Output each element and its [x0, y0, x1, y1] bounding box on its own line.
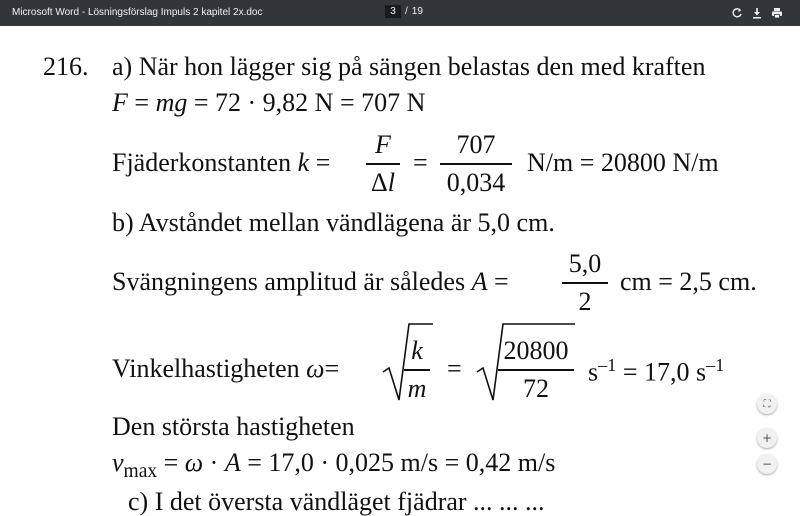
fraction-bar — [366, 163, 400, 165]
exponent: –1 — [706, 355, 725, 375]
angular-eq: = — [324, 354, 340, 383]
page-current-input[interactable]: 3 — [385, 5, 401, 18]
fraction-denominator: 72 — [523, 373, 549, 403]
mg-symbol: mg — [155, 88, 188, 117]
fraction-707-over-0034 — [440, 130, 512, 198]
spring-result: N/m = 20800 N/m — [527, 148, 719, 177]
fraction-bar — [404, 369, 430, 371]
force-equation — [112, 90, 425, 116]
fraction-k-over-m — [404, 336, 430, 404]
part-b-text: b) Avståndet mellan vändlägena är 5,0 cm. — [112, 208, 555, 237]
zoom-in-button[interactable] — [757, 428, 777, 448]
fraction-20800-over-72 — [498, 336, 574, 404]
fraction-denominator: m — [407, 373, 427, 403]
v-symbol: v — [112, 448, 124, 477]
max-subscript: max — [123, 461, 158, 483]
vmax-result: = 17,0 · 0,025 m/s = 0,42 m/s — [240, 448, 556, 477]
fraction-numerator: 5,0 — [568, 249, 602, 278]
fraction-bar — [498, 369, 574, 371]
problem-number: 216. — [43, 52, 89, 81]
fraction-bar — [440, 163, 512, 165]
dot-op: · — [203, 448, 225, 477]
download-icon[interactable] — [749, 5, 765, 21]
fit-page-button[interactable] — [757, 394, 777, 414]
omega-symbol: ω — [184, 448, 204, 477]
fraction-5-over-2 — [562, 249, 608, 317]
document-title: Microsoft Word - Lösningsförslag Impuls 2 kapitel 2x.doc — [12, 7, 263, 18]
fraction-numerator: 20800 — [503, 336, 569, 365]
document-page — [0, 26, 800, 516]
amplitude-label — [112, 269, 509, 295]
force-eq: = — [127, 88, 156, 117]
A-symbol: A — [224, 448, 241, 477]
max-speed-label: Den största hastigheten — [112, 412, 355, 441]
part-c-text-cut: c) I det översta vändläget fjädrar ... ... ... — [128, 487, 545, 516]
fraction-bar — [562, 282, 608, 284]
spring-label: Fjäderkonstanten — [112, 148, 298, 177]
amplitude-result: cm = 2,5 cm. — [620, 267, 757, 296]
angular-eq2: = — [447, 354, 462, 383]
spring-constant-label — [112, 150, 330, 176]
exponent: –1 — [598, 355, 617, 375]
A-symbol: A — [471, 267, 488, 296]
plus-icon: + — [761, 431, 773, 445]
angular-result — [588, 356, 724, 386]
spring-eq: = — [309, 148, 331, 177]
page-total: 19 — [411, 6, 423, 17]
fraction-f-over-dl — [366, 130, 400, 198]
omega-symbol: ω — [306, 354, 325, 383]
angular-velocity-label — [112, 356, 339, 382]
angular-text: Vinkelhastigheten — [112, 354, 307, 383]
vmax-eq: = — [157, 448, 185, 477]
print-icon[interactable] — [769, 5, 785, 21]
pdf-toolbar — [0, 0, 800, 26]
page-indicator — [385, 5, 423, 18]
part-a-text: a) När hon lägger sig på sängen belastas den med kraften — [112, 52, 706, 81]
zoom-out-button[interactable] — [757, 454, 777, 474]
angular-value: = 17,0 s — [616, 357, 707, 387]
fraction-numerator: 707 — [456, 130, 496, 159]
amplitude-eq: = — [487, 267, 509, 296]
k-symbol: k — [297, 148, 310, 177]
force-symbol: F — [112, 88, 128, 117]
fit-icon: ⛶ — [763, 398, 771, 410]
fraction-denominator: 2 — [578, 286, 592, 316]
rotate-icon[interactable] — [729, 5, 745, 21]
vmax-equation — [112, 450, 555, 482]
spring-eq2: = — [413, 148, 428, 177]
fraction-denominator: 0,034 — [446, 167, 506, 197]
fraction-denominator: Δl — [371, 167, 395, 197]
minus-icon: − — [761, 457, 773, 471]
fraction-numerator: k — [411, 336, 423, 365]
page-separator: / — [405, 6, 408, 17]
fraction-numerator: F — [375, 130, 391, 159]
force-result: = 72 · 9,82 N = 707 N — [187, 88, 426, 117]
unit-s: s — [588, 357, 599, 387]
amplitude-text: Svängningens amplitud är således — [112, 267, 472, 296]
